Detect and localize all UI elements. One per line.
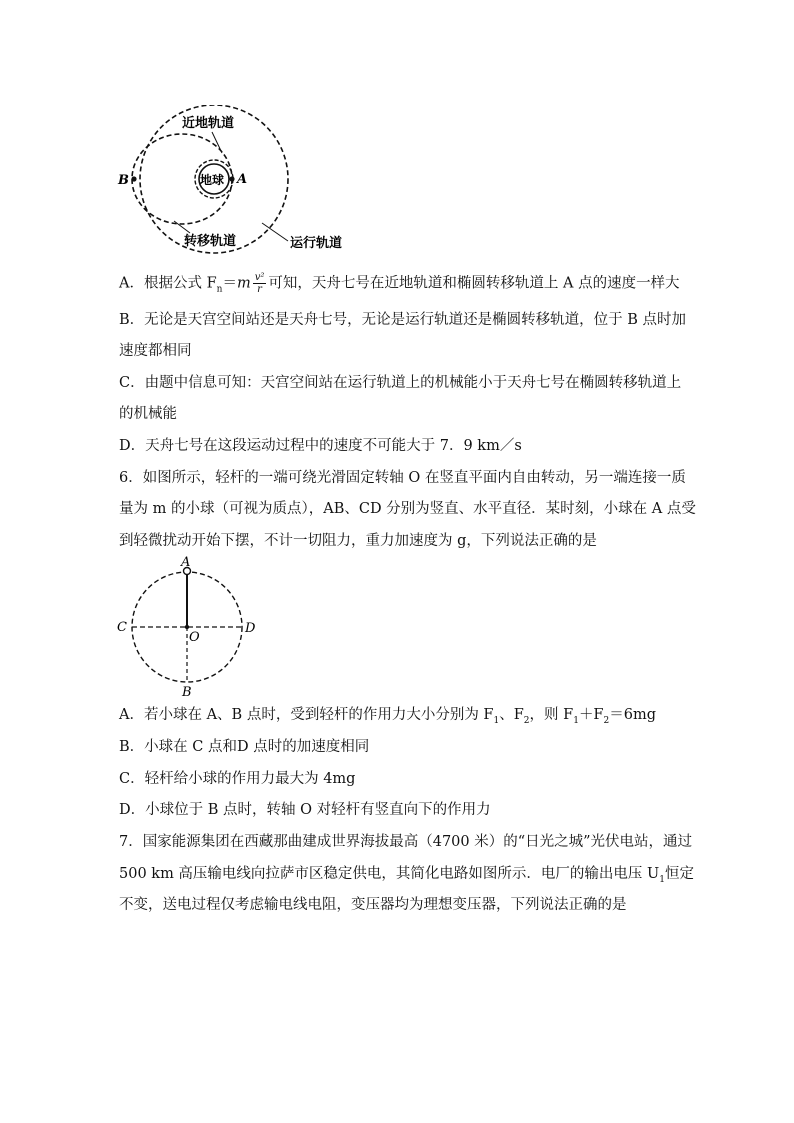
rod-circle-figure xyxy=(115,555,265,700)
q5-option-b-line2: 速度都相同 xyxy=(119,343,192,359)
q5-option-a: A．根据公式 $F_n=m$ $\frac{\text{v²}}{r}$ 可知，天舟七号在近地轨道和椭圆转移轨道上 A 点的速度一样大 xyxy=(119,272,680,295)
q6-stem-line3: 到轻微扰动开始下摆，不计一切阻力，重力加速度为 g，下列说法正确的是 xyxy=(119,533,597,549)
q5-option-d: D．天舟七号在这段运动过程中的速度不可能大于 7．9 km／s xyxy=(119,438,522,454)
label-b: B xyxy=(182,685,192,700)
q6-option-d: D．小球位于 B 点时，转轴 O 对轻杆有竖直向下的作用力 xyxy=(119,802,491,818)
point-a-label: A xyxy=(237,172,248,187)
q5-option-c-line2: 的机械能 xyxy=(119,406,177,422)
label-a: A xyxy=(181,555,191,570)
run-orbit-label: 运行轨道 xyxy=(290,236,343,251)
q6-stem-line2: 量为 m 的小球（可视为质点），AB、CD 分别为竖直、水平直径．某时刻，小球在 A 点受 xyxy=(119,501,696,517)
label-c: C xyxy=(117,620,127,635)
q7-stem-line1: 7．国家能源集团在西藏那曲建成世界海拔最高（4700 米）的“日光之城”光伏电站，通过 xyxy=(119,834,693,850)
q6-option-c: C．轻杆给小球的作用力最大为 4mg xyxy=(119,771,356,787)
label-d: D xyxy=(245,621,256,636)
q7-stem-line2: 500 km 高压输电线向拉萨市区稳定供电，其简化电路如图所示．电厂的输出电压 $U_1$恒定 xyxy=(119,866,694,885)
earth-label: 地球 xyxy=(200,173,225,187)
q5-option-c-line1: C．由题中信息可知：天宫空间站在运行轨道上的机械能小于天舟七号在椭圆转移轨道上 xyxy=(119,375,682,391)
velocity-fraction: $\frac{\text{v²}}{r}$ xyxy=(254,272,265,295)
q7-stem-line3: 不变，送电过程仅考虑输电线电阻，变压器均为理想变压器，下列说法正确的是 xyxy=(119,897,627,913)
transfer-orbit-label: 转移轨道 xyxy=(184,234,237,249)
point-a-dot xyxy=(229,176,234,181)
point-b-dot xyxy=(131,176,136,181)
q6-option-b: B．小球在 C 点和D 点时的加速度相同 xyxy=(119,739,370,755)
orbit-figure xyxy=(112,105,362,255)
q6-stem-line1: 6．如图所示，轻杆的一端可绕光滑固定转轴 O 在竖直平面内自由转动，另一端连接一质 xyxy=(119,470,686,486)
point-b-label: B xyxy=(118,173,129,188)
label-o: O xyxy=(189,630,200,645)
pivot-dot xyxy=(185,625,189,629)
q6-option-a: A．若小球在 A、B 点时，受到轻杆的作用力大小分别为 $F_1$、$F_2$，则 $F_1+F_2=6mg$ xyxy=(119,707,656,726)
near-orbit-label: 近地轨道 xyxy=(182,116,235,131)
q5-option-b-line1: B．无论是天宫空间站还是天舟七号，无论是运行轨道还是椭圆转移轨道，位于 B 点时加 xyxy=(119,312,687,328)
